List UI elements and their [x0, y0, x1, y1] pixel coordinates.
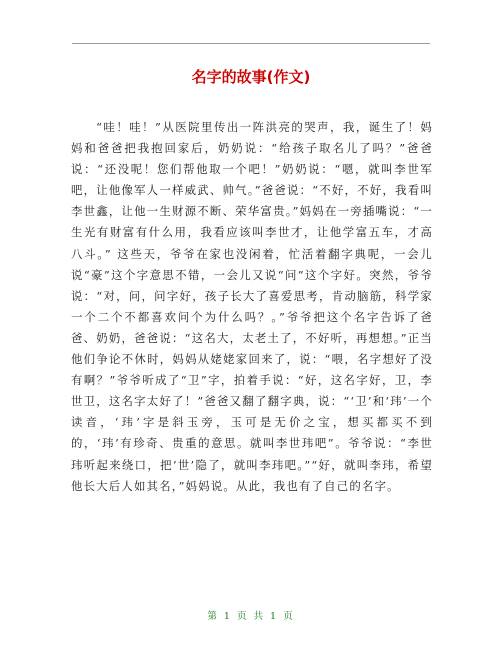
document-title: 名字的故事(作文) — [191, 68, 311, 86]
essay-body-text: “哇！哇！”从医院里传出一阵洪亮的哭声，我，诞生了！妈妈和爸爸把我抱回家后，奶奶说：“给孩子取名儿了吗？”爸爸说：“还没呢！您们帮他取一个吧！”奶奶说：“嗯，就叫李世军吧，让他像军人一样威武、帅气。”爸爸说：“不好，不好，我看叫李世鑫，让他一生财源不断、荣华富贵。”妈妈在一旁插嘴说：“一生光有财富有什么用，我看应该叫李世才，让他学富五车，才高八斗。” 这些天，爷爷在家也没闲着，忙活着翻字典呢，一会儿说“豪”这个字意思不错，一会儿又说“问”这个字好。突然，爷爷说：“对，问，问字好，孩子长大了喜爱思考，肯动脑筋，科学家一个二个不都喜欢问个为什么吗？。”爷爷把这个名字告诉了爸爸、奶奶，爸爸说：“这名大，太老土了，不好听，再想想。”正当他们争论不休时，妈妈从姥姥家回来了，说：“喂，名字想好了没有啊？”爷爷听成了“卫”字，拍着手说：“好，这名字好，卫，李世卫，这名字太好了！”爸爸又翻了翻字典，说：“‘卫’和‘玮’一个读音，‘玮’字是斜玉旁，玉可是无价之宝，想买都买不到的，‘玮’有珍奇、贵重的意思。就叫李世玮吧”。爷爷说：“李世玮听起来绕口，把‘世’隐了，就叫李玮吧。”“好，就叫李玮，希望他长大后人如其名，”妈妈说。从此，我也有了自己的名字。 — [71, 120, 433, 493]
header-divider — [72, 43, 430, 44]
page-number-footer: 第 1 页 共 1 页 — [207, 611, 295, 622]
